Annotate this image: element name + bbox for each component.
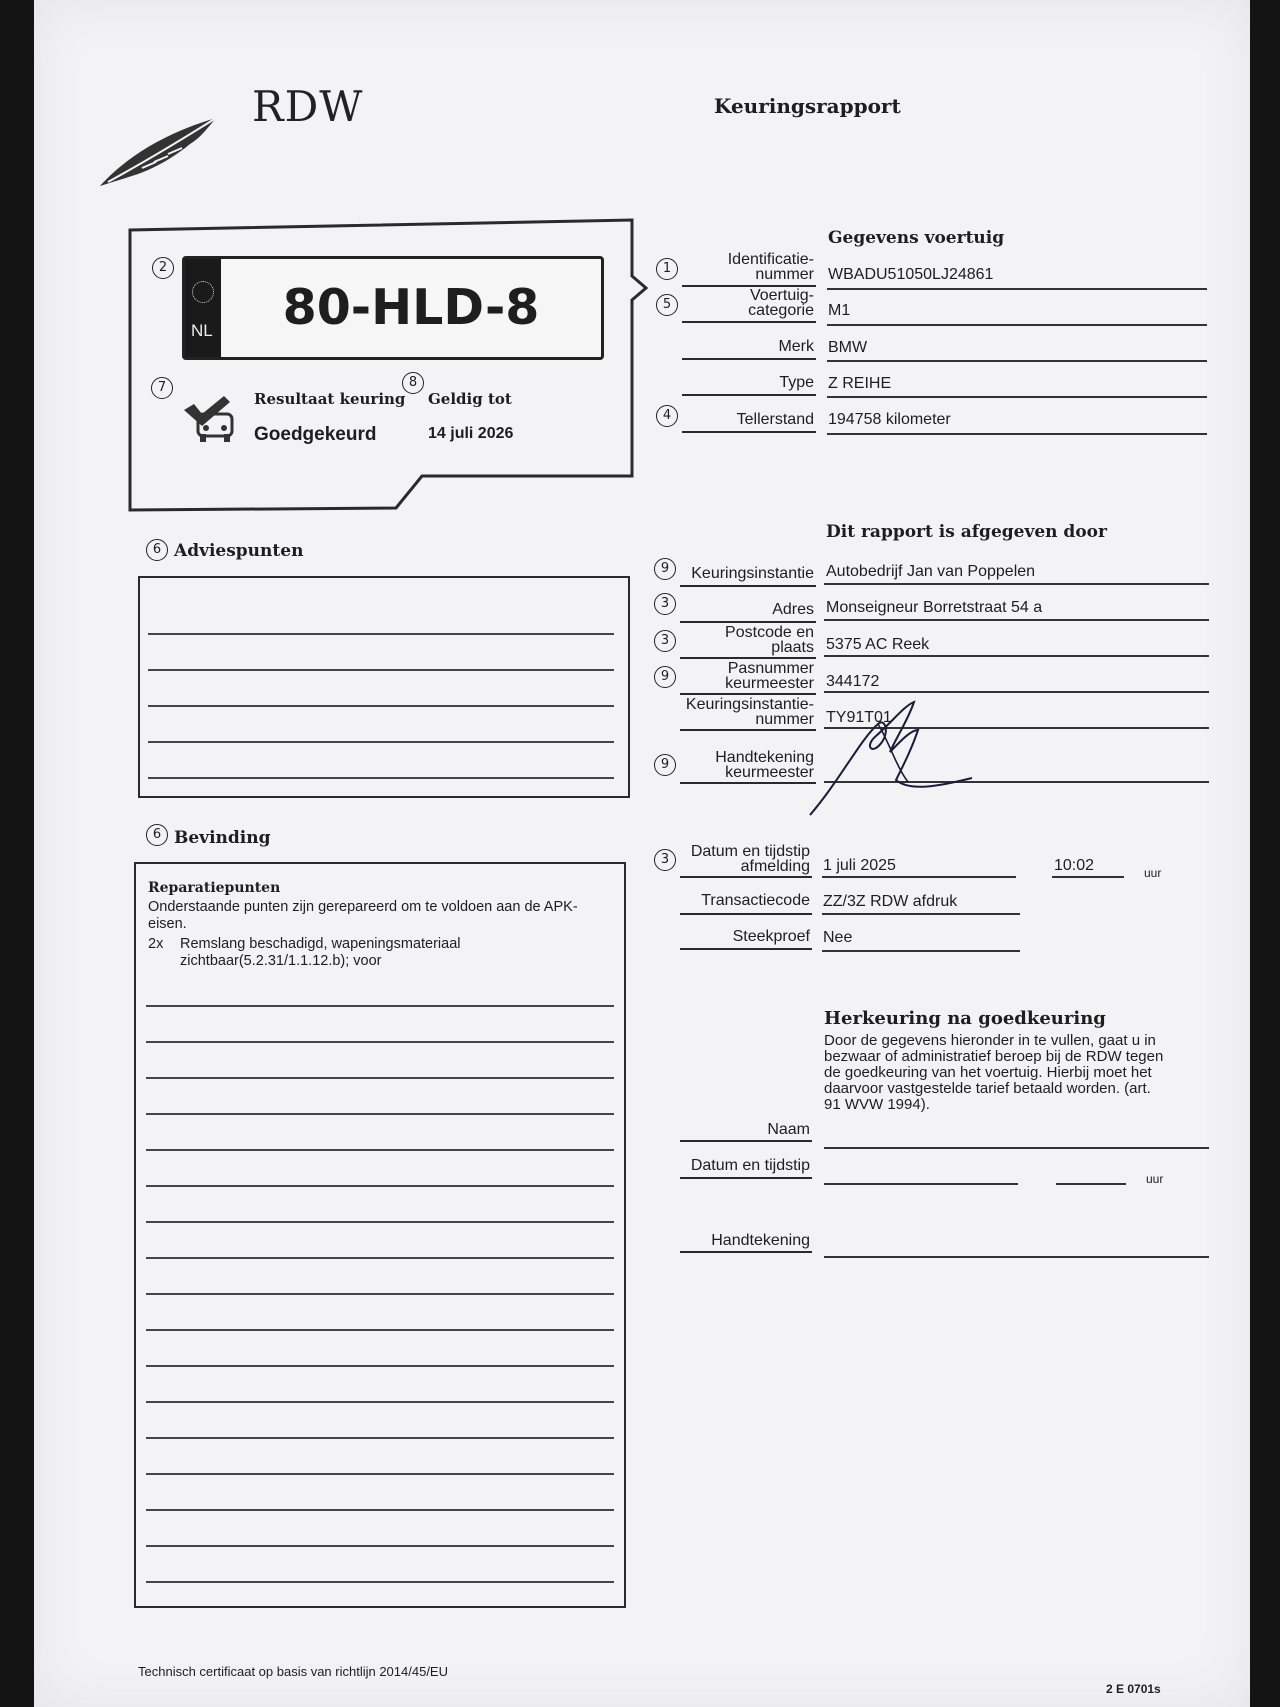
id-number-label: Identificatie- nummer	[727, 251, 814, 283]
postcode-value: 5375 AC Reek	[826, 636, 930, 653]
eu-stars-icon	[192, 281, 214, 303]
marker-6: 6	[146, 824, 168, 846]
marker-8: 8	[402, 372, 424, 394]
value-line	[822, 876, 1016, 878]
inspection-body-label: Keuringsinstantie	[691, 565, 814, 582]
findings-rule	[146, 1185, 614, 1187]
value-line	[824, 655, 1209, 657]
label-underline	[682, 394, 816, 396]
inspection-body-number-label: Keuringsinstantie- nummer	[685, 696, 814, 728]
sample-check-label: Steekproef	[732, 928, 810, 945]
findings-rule	[146, 1581, 614, 1583]
label-underline	[680, 657, 816, 659]
brand-value: BMW	[828, 339, 868, 356]
transaction-code-value: ZZ/3Z RDW afdruk	[823, 893, 958, 910]
document-paper	[34, 0, 1250, 1707]
checkout-time-value: 10:02	[1054, 857, 1095, 874]
footer-form-code: 2 E 0701s	[1106, 1682, 1161, 1696]
inspector-pass-value: 344172	[826, 673, 880, 690]
label-underline	[680, 729, 816, 731]
findings-heading: Bevinding	[174, 828, 271, 848]
reinspection-datetime-label: Datum en tijdstip	[690, 1157, 810, 1174]
eu-band	[185, 259, 221, 357]
vehicle-category-label: Voertuig- categorie	[748, 287, 814, 319]
label-underline	[682, 321, 816, 323]
value-line	[827, 396, 1207, 398]
value-line	[824, 691, 1209, 693]
reinspection-signature-label: Handtekening	[711, 1232, 810, 1249]
reinspection-name-label: Naam	[767, 1121, 810, 1138]
label-underline	[680, 948, 812, 950]
label-underline	[682, 358, 816, 360]
unit-hour: uur	[1144, 866, 1162, 880]
checkout-datetime-label: Datum en tijdstip afmelding	[690, 843, 810, 875]
findings-rule	[146, 1329, 614, 1331]
transaction-code-label: Transactiecode	[701, 892, 810, 909]
car-check-icon	[180, 392, 242, 444]
findings-rule	[146, 1149, 614, 1151]
marker-9: 9	[654, 754, 676, 776]
marker-2: 2	[152, 257, 174, 279]
marker-6: 6	[146, 539, 168, 561]
type-label: Type	[779, 374, 814, 391]
address-value: Monseigneur Borretstraat 54 a	[826, 599, 1043, 616]
label-underline	[680, 782, 816, 784]
inspection-body-value: Autobedrijf Jan van Poppelen	[826, 563, 1036, 580]
label-underline	[680, 1251, 812, 1253]
reinspection-text: Door de gegevens hieronder in te vullen, gaat u in bezwaar of administratief beroep bij de RDW tegen de goedkeuring van het voertuig. Hierbij moet het daarvoor vastgestelde tarief betaald worden. (art. 91 WVW 1994).	[824, 1032, 1164, 1113]
reinspection-name-field	[824, 1147, 1209, 1149]
advice-rule	[148, 669, 614, 671]
marker-3: 3	[654, 593, 676, 615]
marker-3: 3	[654, 630, 676, 652]
findings-rule	[146, 1257, 614, 1259]
footer-directive: Technisch certificaat op basis van richtlijn 2014/45/EU	[138, 1664, 448, 1679]
label-underline	[680, 693, 816, 695]
postcode-label: Postcode en plaats	[725, 624, 814, 656]
advice-rule	[148, 777, 614, 779]
value-line	[1052, 876, 1124, 878]
inspection-body-number-value: TY91T01	[826, 709, 892, 726]
repair-points-intro: Onderstaande punten zijn gerepareerd om te voldoen aan de APK-eisen.	[148, 899, 578, 932]
license-plate	[182, 256, 604, 360]
inspector-signature-label: Handtekening keurmeester	[715, 749, 814, 781]
plate-country: NL	[191, 321, 213, 340]
document-title: Keuringsrapport	[714, 94, 901, 118]
value-line	[827, 360, 1207, 362]
id-number-value: WBADU51050LJ24861	[828, 266, 994, 283]
value-line	[824, 583, 1209, 585]
reinspection-unit-hour: uur	[1146, 1172, 1164, 1186]
result-label: Resultaat keuring	[254, 390, 406, 408]
value-line	[822, 913, 1020, 915]
marker-4: 4	[656, 405, 678, 427]
label-underline	[680, 1177, 812, 1179]
findings-rule	[146, 1401, 614, 1403]
findings-rule	[146, 1509, 614, 1511]
findings-rule	[146, 1041, 614, 1043]
vehicle-category-value: M1	[828, 302, 851, 319]
label-underline	[680, 1140, 812, 1142]
reinspection-heading: Herkeuring na goedkeuring	[824, 1008, 1106, 1029]
checkout-date-value: 1 juli 2025	[823, 857, 896, 874]
repair-points-heading: Reparatiepunten	[148, 880, 281, 896]
findings-rule	[146, 1113, 614, 1115]
marker-3: 3	[654, 849, 676, 871]
value-line	[822, 950, 1020, 952]
findings-rule	[146, 1005, 614, 1007]
inspector-signature	[800, 700, 990, 820]
findings-rule	[146, 1293, 614, 1295]
reinspection-date-field	[824, 1183, 1018, 1185]
address-label: Adres	[772, 601, 814, 618]
marker-7: 7	[151, 377, 173, 399]
type-value: Z REIHE	[828, 375, 892, 392]
findings-rule	[146, 1437, 614, 1439]
vehicle-heading: Gegevens voertuig	[828, 228, 1005, 248]
value-line	[827, 288, 1207, 290]
value-line	[827, 433, 1207, 435]
odometer-value: 194758 kilometer	[828, 411, 951, 428]
marker-1: 1	[656, 258, 678, 280]
findings-box	[134, 862, 626, 1608]
valid-until-value: 14 juli 2026	[428, 425, 514, 442]
repair-item-text: Remslang beschadigd, wapeningsmateriaal zichtbaar(5.2.31/1.1.12.b); voor	[180, 936, 461, 969]
findings-rule	[146, 1545, 614, 1547]
label-underline	[680, 585, 816, 587]
value-line	[824, 619, 1209, 621]
advice-box	[138, 576, 630, 798]
findings-rule	[146, 1221, 614, 1223]
brand-label: Merk	[778, 338, 814, 355]
advice-rule	[148, 705, 614, 707]
marker-9: 9	[654, 666, 676, 688]
advice-rule	[148, 741, 614, 743]
label-underline	[680, 913, 812, 915]
rdw-feather-logo	[98, 110, 268, 190]
inspector-pass-label: Pasnummer keurmeester	[725, 660, 814, 692]
advice-heading: Adviespunten	[174, 541, 304, 561]
repair-item-qty: 2x	[148, 936, 164, 952]
reinspection-signature-field	[824, 1256, 1209, 1258]
result-value: Goedgekeurd	[254, 424, 377, 445]
label-underline	[680, 621, 816, 623]
sample-check-value: Nee	[823, 929, 853, 946]
issuer-heading: Dit rapport is afgegeven door	[826, 522, 1107, 542]
marker-9: 9	[654, 558, 676, 580]
advice-rule	[148, 633, 614, 635]
findings-rule	[146, 1473, 614, 1475]
odometer-label: Tellerstand	[736, 411, 814, 428]
valid-until-label: Geldig tot	[428, 390, 512, 408]
brand-name: RDW	[252, 82, 364, 131]
plate-number: 80-HLD-8	[282, 279, 540, 336]
reinspection-time-field	[1056, 1183, 1126, 1185]
marker-5: 5	[656, 294, 678, 316]
label-underline	[682, 431, 816, 433]
value-line	[827, 324, 1207, 326]
findings-rule	[146, 1077, 614, 1079]
label-underline	[680, 876, 812, 878]
findings-rule	[146, 1365, 614, 1367]
